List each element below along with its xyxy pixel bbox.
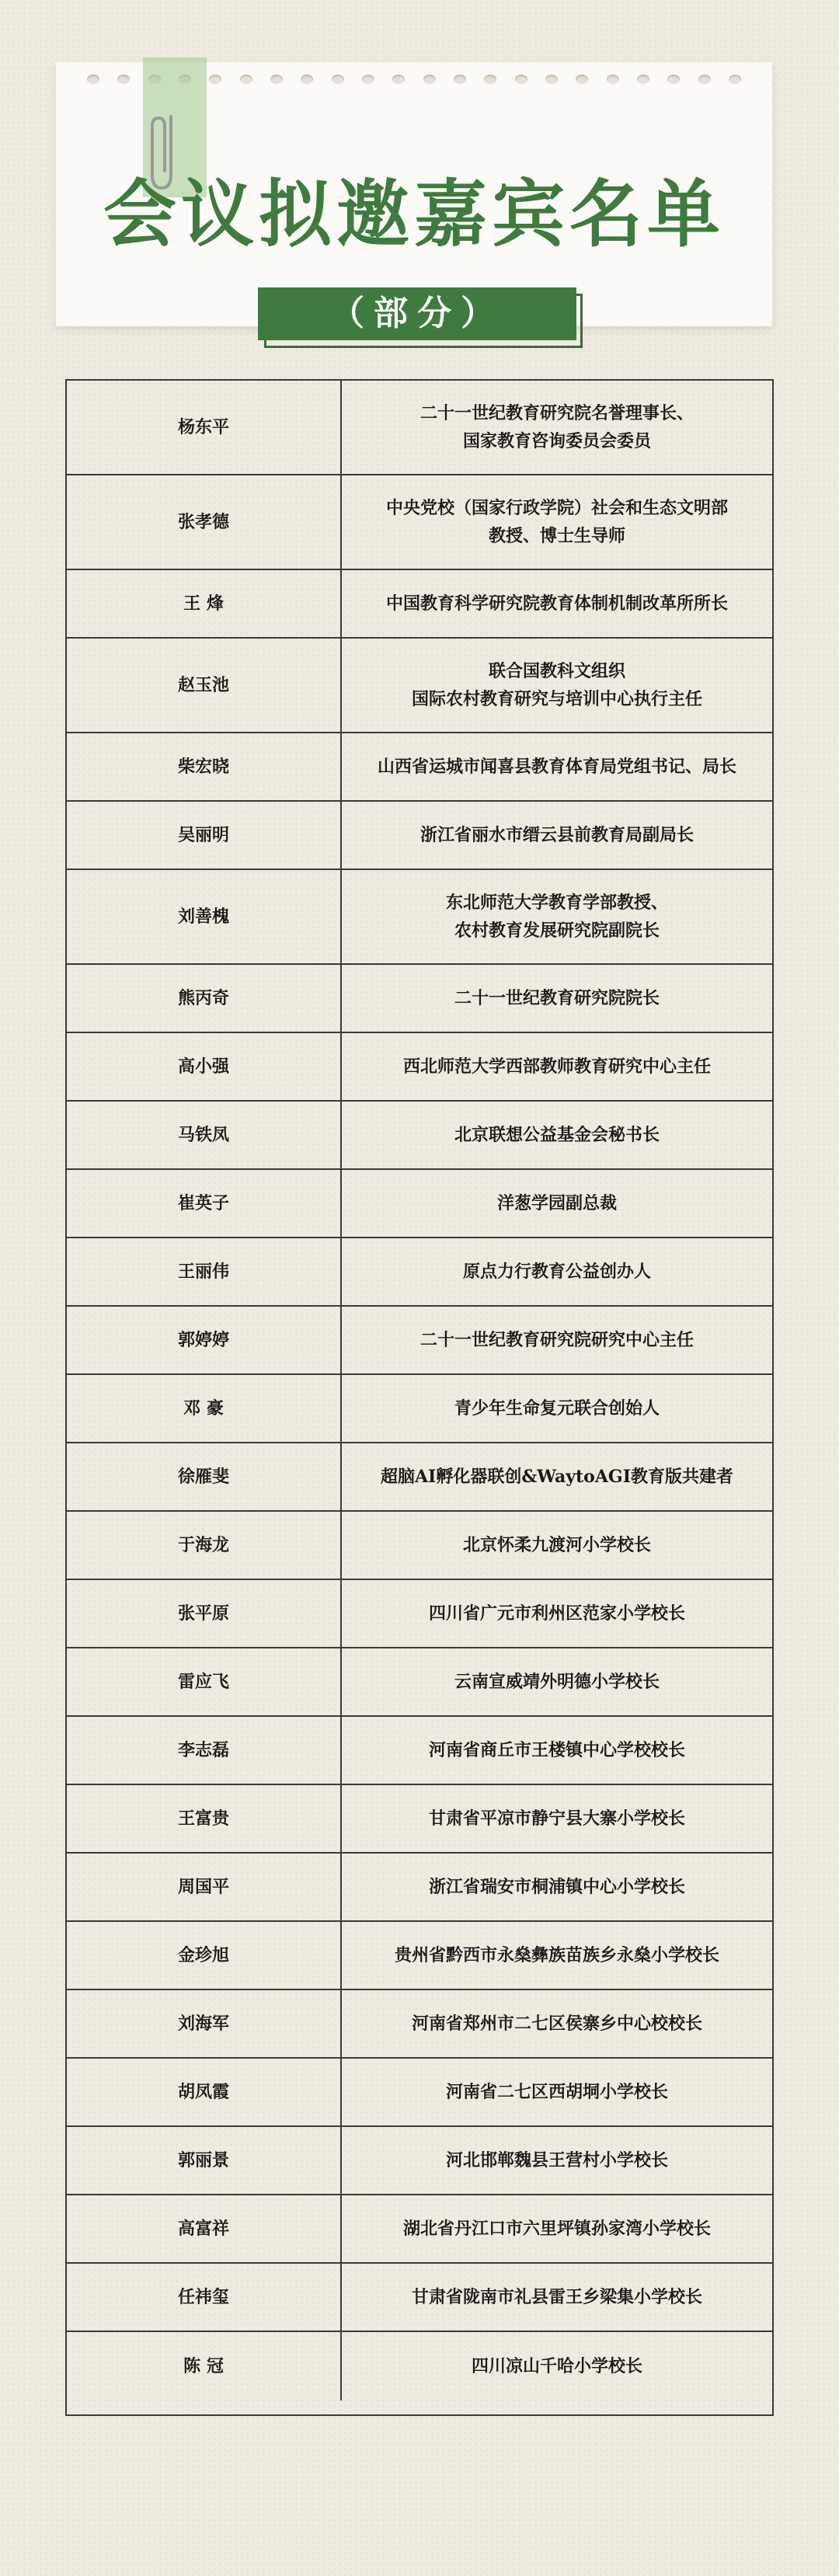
table-row xyxy=(67,1854,772,1922)
table-row xyxy=(67,1580,772,1648)
guest-title-line: 联合国教科文组织 xyxy=(488,661,625,681)
hole-icon xyxy=(454,75,466,84)
guest-title xyxy=(342,1443,772,1510)
guest-title xyxy=(342,2059,772,2125)
guest-title-line: 农村教育发展研究院副院长 xyxy=(454,921,660,941)
guest-name: 高富祥 xyxy=(67,2195,342,2262)
table-row xyxy=(67,1170,772,1238)
hole-icon xyxy=(667,75,680,84)
hole-icon xyxy=(515,75,527,84)
table-row xyxy=(67,1785,772,1854)
subtitle-label: （部分） xyxy=(258,287,576,340)
hole-icon xyxy=(301,75,313,84)
header-card xyxy=(56,62,772,333)
hole-icon xyxy=(392,75,405,84)
table-row xyxy=(67,475,772,570)
guest-title-line: 四川凉山千哈小学校长 xyxy=(471,2356,642,2376)
guest-title-line: 原点力行教育公益创办人 xyxy=(462,1262,651,1282)
guest-name: 徐雁斐 xyxy=(67,1443,342,1510)
table-row xyxy=(67,570,772,639)
guest-name: 张孝德 xyxy=(67,475,342,569)
guest-title-line: 湖北省丹江口市六里坪镇孙家湾小学校长 xyxy=(402,2219,711,2239)
hole-icon xyxy=(698,75,711,84)
hole-icon xyxy=(423,75,436,84)
guest-name: 张平原 xyxy=(67,1580,342,1647)
guest-title-line: 北京怀柔九渡河小学校长 xyxy=(462,1535,651,1555)
table-row xyxy=(67,870,772,965)
guest-title-line: 河北邯郸魏县王营村小学校长 xyxy=(445,2150,668,2170)
table-row xyxy=(67,1375,772,1443)
table-row xyxy=(67,1717,772,1785)
guest-name: 雷应飞 xyxy=(67,1648,342,1715)
guest-title xyxy=(342,2127,772,2194)
table-row xyxy=(67,965,772,1033)
guest-title-line: 河南省郑州市二七区侯寨乡中心校校长 xyxy=(411,2014,702,2034)
guest-title-line: 四川省广元市利州区范家小学校长 xyxy=(428,1603,685,1624)
table-row xyxy=(67,1443,772,1512)
guest-title xyxy=(342,1648,772,1715)
guest-name: 柴宏晓 xyxy=(67,733,342,800)
hole-icon xyxy=(117,75,130,84)
guest-title xyxy=(342,1033,772,1100)
guest-name: 赵玉池 xyxy=(67,639,342,732)
guest-title-line: 洋葱学园副总裁 xyxy=(496,1193,617,1213)
guest-name: 陈 冠 xyxy=(67,2332,342,2400)
table-row xyxy=(67,1512,772,1580)
hole-icon xyxy=(576,75,588,84)
guest-title-line: 国际农村教育研究与培训中心执行主任 xyxy=(411,689,702,709)
guest-table xyxy=(65,379,774,2416)
guest-title-line: 甘肃省陇南市礼县雷王乡梁集小学校长 xyxy=(411,2287,702,2307)
guest-title-line: 教授、博士生导师 xyxy=(488,526,625,546)
table-row xyxy=(67,1238,772,1307)
guest-title xyxy=(342,381,772,474)
hole-icon xyxy=(637,75,649,84)
hole-icon xyxy=(729,75,741,84)
guest-name: 杨东平 xyxy=(67,381,342,474)
guest-title xyxy=(342,802,772,869)
guest-name: 马铁凤 xyxy=(67,1102,342,1168)
hole-icon xyxy=(209,75,221,84)
guest-title-line: 甘肃省平凉市静宁县大寨小学校长 xyxy=(428,1808,685,1829)
guest-title xyxy=(342,1375,772,1442)
table-row xyxy=(67,802,772,870)
hole-icon xyxy=(362,75,374,84)
guest-title-line: 国家教育咨询委员会委员 xyxy=(462,431,651,451)
guest-title-line: 浙江省丽水市缙云县前教育局副局长 xyxy=(420,825,694,845)
guest-title xyxy=(342,639,772,732)
hole-icon xyxy=(545,75,558,84)
guest-title-line: 东北师范大学教育学部教授、 xyxy=(445,893,668,913)
guest-name: 王富贵 xyxy=(67,1785,342,1852)
guest-title-line: 二十一世纪教育研究院名誉理事长、 xyxy=(420,403,694,423)
guest-name: 吴丽明 xyxy=(67,802,342,869)
guest-title xyxy=(342,1238,772,1305)
guest-title xyxy=(342,2195,772,2262)
guest-title xyxy=(342,570,772,637)
guest-name: 高小强 xyxy=(67,1033,342,1100)
table-row xyxy=(67,381,772,475)
table-row xyxy=(67,1102,772,1170)
guest-name: 崔英子 xyxy=(67,1170,342,1237)
guest-title xyxy=(342,733,772,800)
guest-title-line: 超脑AI孵化器联创&WaytoAGI教育版共建者 xyxy=(380,1467,734,1487)
guest-title-line: 河南省二七区西胡垌小学校长 xyxy=(445,2082,668,2102)
guest-title-line: 云南宣威靖外明德小学校长 xyxy=(454,1672,660,1692)
guest-title-line: 中央党校（国家行政学院）社会和生态文明部 xyxy=(385,498,728,518)
table-row xyxy=(67,1922,772,1990)
guest-title xyxy=(342,1307,772,1373)
guest-title xyxy=(342,475,772,569)
guest-title xyxy=(342,1512,772,1579)
guest-title xyxy=(342,1170,772,1237)
guest-title-line: 浙江省瑞安市桐浦镇中心小学校长 xyxy=(428,1877,685,1897)
table-row xyxy=(67,1648,772,1717)
hole-icon xyxy=(87,75,99,84)
guest-title xyxy=(342,870,772,963)
table-row xyxy=(67,639,772,733)
guest-title xyxy=(342,2332,772,2400)
guest-title xyxy=(342,1580,772,1647)
table-row xyxy=(67,2264,772,2332)
guest-name: 李志磊 xyxy=(67,1717,342,1784)
subtitle-badge xyxy=(258,287,584,345)
guest-title xyxy=(342,1717,772,1784)
table-row xyxy=(67,2059,772,2127)
hole-icon xyxy=(270,75,283,84)
guest-title-line: 西北师范大学西部教师教育研究中心主任 xyxy=(402,1057,711,1077)
guest-title xyxy=(342,965,772,1032)
table-row xyxy=(67,2195,772,2264)
table-row xyxy=(67,1990,772,2059)
guest-name: 刘海军 xyxy=(67,1990,342,2057)
hole-icon xyxy=(484,75,496,84)
guest-title xyxy=(342,1922,772,1989)
guest-title-line: 二十一世纪教育研究院研究中心主任 xyxy=(420,1330,694,1350)
hole-icon xyxy=(332,75,344,84)
table-row xyxy=(67,1307,772,1375)
guest-name: 任祎玺 xyxy=(67,2264,342,2331)
page-title: 会议拟邀嘉宾名单 xyxy=(103,172,725,257)
guest-title xyxy=(342,2264,772,2331)
guest-title-line: 河南省商丘市王楼镇中心学校校长 xyxy=(428,1740,685,1760)
hole-icon xyxy=(607,75,619,84)
guest-title-line: 青少年生命复元联合创始人 xyxy=(454,1398,660,1419)
hole-icon xyxy=(240,75,252,84)
table-row xyxy=(67,733,772,802)
guest-title-line: 北京联想公益基金会秘书长 xyxy=(454,1125,660,1145)
guest-title xyxy=(342,1990,772,2057)
guest-name: 郭婷婷 xyxy=(67,1307,342,1373)
guest-name: 周国平 xyxy=(67,1854,342,1920)
guest-name: 胡凤霞 xyxy=(67,2059,342,2125)
table-row xyxy=(67,1033,772,1102)
guest-name: 王丽伟 xyxy=(67,1238,342,1305)
guest-name: 于海龙 xyxy=(67,1512,342,1579)
guest-title xyxy=(342,1854,772,1920)
guest-title xyxy=(342,1785,772,1852)
guest-name: 郭丽景 xyxy=(67,2127,342,2194)
guest-name: 邓 豪 xyxy=(67,1375,342,1442)
guest-title-line: 二十一世纪教育研究院院长 xyxy=(454,988,660,1008)
guest-name: 金珍旭 xyxy=(67,1922,342,1989)
guest-name: 刘善槐 xyxy=(67,870,342,963)
guest-title-line: 贵州省黔西市永燊彝族苗族乡永燊小学校长 xyxy=(394,1945,719,1965)
guest-title xyxy=(342,1102,772,1168)
guest-name: 熊丙奇 xyxy=(67,965,342,1032)
guest-name: 王 烽 xyxy=(67,570,342,637)
table-row xyxy=(67,2332,772,2400)
guest-title-line: 中国教育科学研究院教育体制机制改革所所长 xyxy=(385,594,728,614)
table-row xyxy=(67,2127,772,2195)
guest-title-line: 山西省运城市闻喜县教育体育局党组书记、局长 xyxy=(377,757,736,777)
